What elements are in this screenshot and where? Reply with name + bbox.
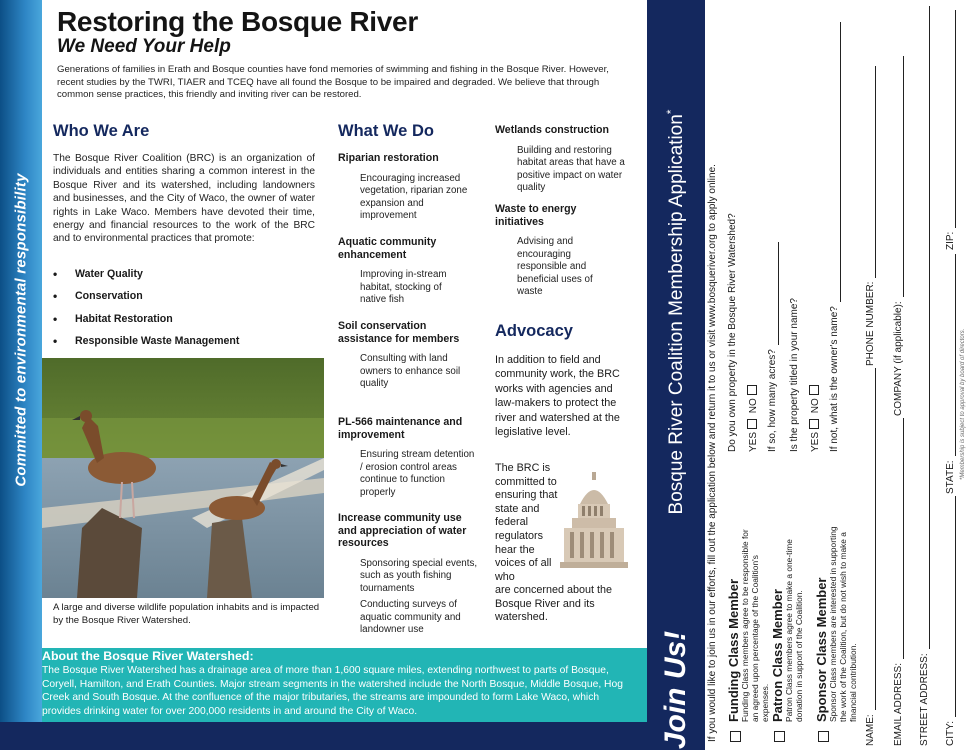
sponsor-class-option[interactable] xyxy=(815,522,858,742)
acres-question xyxy=(767,242,779,452)
property-question: Do you own property in the Bosque River Watershed? xyxy=(727,213,738,452)
activity-text-2: Conducting surveys of aquatic community and landowner use xyxy=(360,599,461,636)
activity-soil xyxy=(338,320,468,391)
list-item xyxy=(53,290,323,312)
capitol-building-image xyxy=(560,470,628,568)
class-description: Sponsor Class members are interested in supporting the work of the Coalition, but do not wish to make a financial contribution. xyxy=(828,526,858,722)
side-strip xyxy=(0,0,42,750)
advocacy-text-2a: The BRC is committed to ensuring that state and federal regulators hear the voices of all who xyxy=(495,462,558,583)
list-item xyxy=(53,335,323,357)
activity-community xyxy=(338,512,483,637)
phone-input[interactable] xyxy=(866,66,876,278)
activity-pl566 xyxy=(338,416,478,499)
acres-label: If so, how many acres? xyxy=(767,349,778,452)
yes-label: YES xyxy=(748,431,759,452)
city-input[interactable] xyxy=(946,496,956,717)
form-instructions: If you would like to join us in our efforts, fill out the application below and return it to us or visit www.bosqueriver.org to apply online. xyxy=(707,164,718,742)
funding-class-checkbox[interactable] xyxy=(730,731,741,742)
activity-text: Building and restoring habitat areas that have a positive impact on water quality xyxy=(517,144,625,194)
class-description: Funding Class members agree to be responsible for an agreed upon percentage of the Coalition's expenses. xyxy=(740,529,770,722)
owner-label: If not, what is the owner's name? xyxy=(829,306,840,452)
about-heading: About the Bosque River Watershed: xyxy=(42,649,254,663)
activity-text: Sponsoring special events, such as youth fishing tournaments xyxy=(360,557,478,594)
titled-yes-no xyxy=(809,382,822,452)
bullet-icon: • xyxy=(53,267,58,281)
activity-title: Increase community use and appreciation of water resources xyxy=(338,512,467,549)
asterisk: * xyxy=(663,109,678,115)
application-form xyxy=(705,0,971,750)
about-watershed-band xyxy=(42,648,647,722)
bullet-label: Conservation xyxy=(75,290,143,303)
email-input[interactable] xyxy=(894,418,904,659)
street-input[interactable] xyxy=(920,6,930,649)
company-label: COMPANY (if applicable): xyxy=(893,301,904,416)
activity-text: Consulting with land owners to enhance soil quality xyxy=(360,353,461,390)
application-title-text: Bosque River Coalition Membership Application xyxy=(666,114,688,515)
company-input[interactable] xyxy=(894,56,904,297)
advocacy-text: In addition to field and community work, the BRC works with agencies and law-makers to protect the river and watershed at the legislative level. xyxy=(495,354,620,439)
property-yes-checkbox[interactable] xyxy=(747,419,757,429)
list-item xyxy=(53,313,323,335)
bullet-label: Habitat Restoration xyxy=(75,312,173,325)
name-label: NAME: xyxy=(865,714,876,746)
photo-caption: A large and diverse wildlife population inhabits and is impacted by the Bosque River Watershed. xyxy=(53,602,320,626)
about-text: The Bosque River Watershed has a drainage area of more than 1,600 square miles, extending northwest to parts of Bosque, Coryell, Hamilton, and Erath Counties. Major stream segments in the watershed include the North Bosque, Middle Bosque, Hog Creek and South Bosque. At the confluence of the major tributaries, the streams are impounded to form Lake Waco, which provides drinking water for over 200,000 residents in and around the City of Waco. xyxy=(42,665,623,717)
class-description: Patron Class members agree to make a one-time donation in support of the Coalition. xyxy=(784,539,804,722)
join-us-label: Join Us! xyxy=(659,630,692,750)
phone-field[interactable] xyxy=(865,66,876,366)
no-label: NO xyxy=(810,398,821,414)
zip-field[interactable] xyxy=(945,10,956,250)
patron-class-checkbox[interactable] xyxy=(774,731,785,742)
activity-title: Waste to energy initiatives xyxy=(495,203,577,228)
bullet-icon: • xyxy=(53,311,58,326)
advocacy-text-2b: are concerned about the Bosque River and its watershed. xyxy=(495,584,613,624)
activity-title: Aquatic community enhancement xyxy=(338,236,437,261)
who-we-are-text: The Bosque River Coalition (BRC) is an organization of individuals and entities sharing a common interest in the Bosque River and its watershed, including landowners and businesses, and the City of Waco, the owner of water rights in Lake Waco. Members have devoted their time, energy and financial resources to the work of the BRC and to environmental practices that promote: xyxy=(53,153,315,245)
duck-photo-illustration xyxy=(42,358,324,598)
street-address-field[interactable] xyxy=(919,6,930,746)
list-item xyxy=(53,268,323,290)
activity-riparian xyxy=(338,152,478,223)
activity-title: Riparian restoration xyxy=(338,152,439,164)
bullet-icon: • xyxy=(53,333,58,348)
activity-text: Improving in-stream habitat, stocking of native fish xyxy=(360,269,447,306)
email-label: EMAIL ADDRESS: xyxy=(893,663,904,746)
city-label: CITY: xyxy=(945,720,956,746)
owner-question xyxy=(829,22,841,452)
values-list xyxy=(53,268,323,357)
page-subtitle: We Need Your Help xyxy=(57,36,231,57)
no-label: NO xyxy=(748,398,759,414)
activity-text: Advising and encouraging responsible and beneficial uses of waste xyxy=(517,236,593,298)
class-name: Patron Class Member xyxy=(770,589,785,722)
property-yes-no xyxy=(747,382,760,452)
company-field[interactable] xyxy=(893,56,904,416)
class-name: Funding Class Member xyxy=(726,578,741,722)
class-name: Sponsor Class Member xyxy=(814,577,829,722)
bullet-label: Water Quality xyxy=(75,268,143,280)
name-input[interactable] xyxy=(866,368,876,710)
activity-text: Encouraging increased vegetation, riparian zone expansion and improvement xyxy=(360,172,468,222)
side-strip-text: Committed to environmental responsibility xyxy=(12,173,30,487)
name-field[interactable] xyxy=(865,368,876,746)
activity-title: PL-566 maintenance and improvement xyxy=(338,416,463,441)
titled-no-checkbox[interactable] xyxy=(809,385,819,395)
activity-title: Soil conservation assistance for members xyxy=(338,320,460,345)
email-field[interactable] xyxy=(893,418,904,746)
zip-label: ZIP: xyxy=(945,231,956,250)
funding-class-option[interactable] xyxy=(727,522,770,742)
city-field[interactable] xyxy=(945,496,956,746)
application-title xyxy=(664,110,688,515)
activity-text: Ensuring stream detention / erosion control areas continue to function properly xyxy=(360,449,475,498)
page-title: Restoring the Bosque River xyxy=(57,6,418,37)
phone-label: PHONE NUMBER: xyxy=(865,281,876,366)
titled-question: Is the property titled in your name? xyxy=(789,298,800,452)
yes-label: YES xyxy=(810,431,821,452)
state-field[interactable] xyxy=(945,254,956,494)
property-no-checkbox[interactable] xyxy=(747,385,757,395)
activity-wetlands xyxy=(495,124,635,195)
acres-input[interactable] xyxy=(769,242,779,345)
intro-paragraph: Generations of families in Erath and Bosque counties have fond memories of swimming and fishing in the Bosque River. However, recent studies by the TWRI, TIAER and TCEQ have all found the Bosque to be impaired and degraded. We believe that through common sense practices, this friendly and inviting river can be restored. xyxy=(57,64,609,100)
what-we-do-heading: What We Do xyxy=(338,122,434,140)
street-label: STREET ADDRESS: xyxy=(919,653,930,746)
activity-aquatic xyxy=(338,236,468,307)
who-we-are-heading: Who We Are xyxy=(53,122,150,140)
bullet-icon: • xyxy=(53,289,58,304)
river-photo xyxy=(42,358,324,598)
activity-title: Wetlands construction xyxy=(495,124,609,136)
membership-footnote: *Membership is subject to approval by board of directors. xyxy=(960,328,966,480)
zip-input[interactable] xyxy=(946,10,956,228)
patron-class-option[interactable] xyxy=(771,522,805,742)
sponsor-class-checkbox[interactable] xyxy=(818,731,829,742)
state-input[interactable] xyxy=(946,254,956,456)
bullet-label: Responsible Waste Management xyxy=(75,334,240,347)
owner-name-input[interactable] xyxy=(831,22,841,302)
state-label: STATE: xyxy=(945,460,956,494)
advocacy-heading: Advocacy xyxy=(495,322,573,340)
titled-yes-checkbox[interactable] xyxy=(809,419,819,429)
bottom-band xyxy=(0,722,705,750)
activity-waste-energy xyxy=(495,203,615,299)
